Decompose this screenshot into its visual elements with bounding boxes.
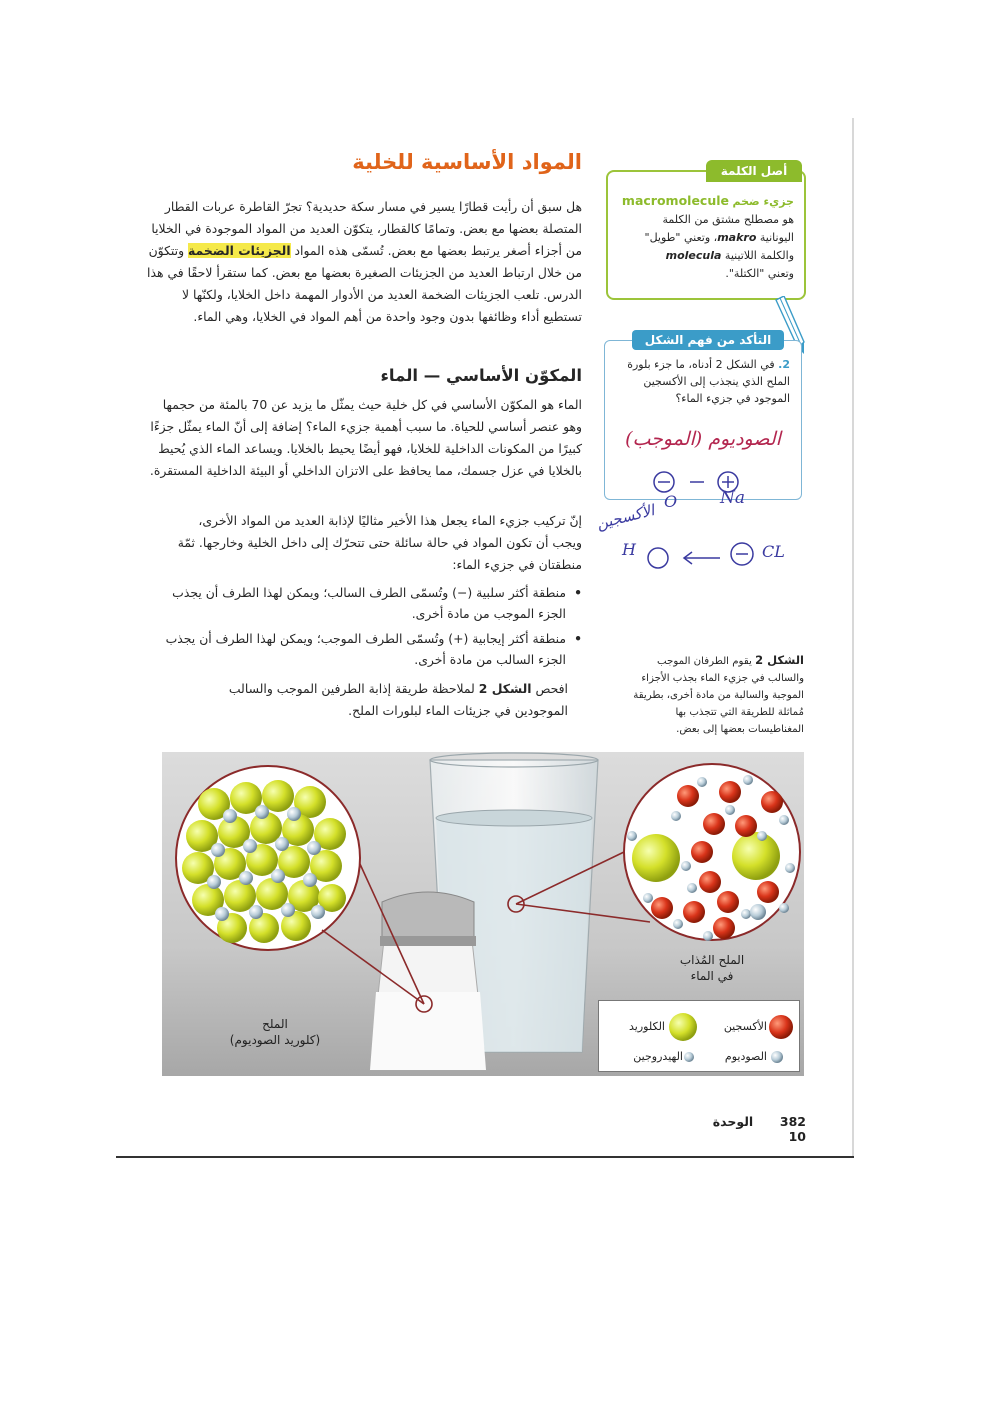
figure-legend bbox=[598, 1000, 800, 1072]
bullet-dot: • bbox=[574, 585, 582, 600]
figure-caption bbox=[620, 652, 804, 738]
figure-check-question bbox=[612, 356, 790, 407]
word-origin-line-4: وتعني "الكتلة". bbox=[725, 267, 794, 280]
dissolved-label-line-1: الملح المُذاب bbox=[679, 953, 745, 967]
salt-label-line-2: (كلوريد الصوديوم) bbox=[229, 1033, 321, 1047]
word-molecula: molecula bbox=[665, 249, 722, 262]
word-origin-term-line bbox=[612, 192, 794, 211]
word-origin-tab: أصل الكلمة bbox=[706, 160, 802, 182]
bullet-positive-text: منطقة أكثر إيجابية (+) وتُسمّى الطرف الموجب؛ ويمكن لهذا الطرف أن يجذب الجزء السالب من مادة أخرى. bbox=[165, 631, 566, 667]
word-origin-latin: والكلمة اللاتينية bbox=[724, 249, 794, 262]
word-origin-line-2 bbox=[612, 229, 794, 247]
legend-swatches bbox=[599, 1001, 799, 1071]
figure-caption-label: الشكل 2 bbox=[755, 653, 804, 667]
water-paragraph-1: الماء هو المكوّن الأساسي في كل خلية حيث يمثّل ما يزيد عن 70 بالمئة من حجمها وهو عنصر أساسي للحياة. ما سبب أهمية جزيء الماء؟ إضافة إلى أنّ الماء يمثّل جزءًا كبيرًا من المكونات الداخلية للخلايا، فهو أيضًا يحيط بالخلايا. ويساعد الماء الذي يُحيط بالخلايا في عزل جسمك، مما يحافظ على الاتزان الداخلي أو البيئة الداخلية المستقرة. bbox=[149, 397, 582, 478]
bullet-positive bbox=[156, 628, 582, 670]
unit-label: الوحدة 10 bbox=[712, 1114, 806, 1144]
bullet-negative bbox=[156, 582, 582, 624]
page-edge bbox=[852, 118, 854, 1158]
legend-sodium: الصوديوم bbox=[724, 1050, 767, 1063]
intro-text-2-post: وتتكوّن من خلال ارتباط العديد من الجزيئات الصغيرة بعضها مع بعض. كما ستقرأ لاحقًا في هذا الدرس. تلعب الجزيئات الضخمة العديد من الأدوار المهمة داخل الخلايا، ولكنّها لا تستطيع أداء وظائفها بدون وجود واحدة من أهم المواد في الخلايا، وهي الماء. bbox=[147, 243, 582, 324]
intro-text-1: هل سبق أن رأيت قطارًا يسير في مسار سكة حديدية؟ تجرّ القاطرة عربات القطار المتصلة بعضها مع بعض. وتمامًا كالقطار، يتكوّن العديد من المواد الموجودة في الخلايا من أجزاء أصغر يرتبط بعضها مع بعض. bbox=[151, 199, 582, 258]
salt-label-line-1: الملح bbox=[262, 1017, 288, 1031]
word-origin-term-ar: جزيء ضخم bbox=[732, 195, 794, 208]
word-origin-line-3 bbox=[612, 247, 794, 265]
word-origin-long: ، وتعني "طويل" bbox=[644, 231, 718, 244]
hw-hydrogen-symbol: H bbox=[622, 540, 636, 559]
salt-label bbox=[200, 1016, 350, 1048]
intro-text-2-pre: تُسمّى هذه المواد bbox=[294, 243, 384, 258]
page-number: 382 bbox=[779, 1114, 806, 1129]
dissolved-label-line-2: في الماء bbox=[690, 969, 734, 983]
bullet-negative-text: منطقة أكثر سلبية (−) وتُسمّى الطرف السالب؛ ويمكن لهذا الطرف أن يجذب الجزء الموجب من مادة أخرى. bbox=[172, 585, 566, 621]
page-title: المواد الأساسية للخلية bbox=[352, 150, 582, 174]
hw-sodium-symbol: Na bbox=[720, 488, 746, 508]
examine-text: افحص bbox=[535, 681, 568, 696]
footer-rule bbox=[116, 1156, 854, 1158]
word-origin-greek: اليونانية bbox=[759, 231, 794, 244]
water-paragraph-3 bbox=[176, 678, 568, 722]
word-makro: makro bbox=[717, 231, 757, 244]
legend-hydrogen: الهيدروجين bbox=[633, 1050, 683, 1063]
figure-caption-text: يقوم الطرفان الموجب والسالب في جزيء الماء بجذب الأجزاء الموجبة والسالبة من مادة أخرى، بطريقة مُماثلة للطريقة التي تتجذب بها المغناطيسات بعضها إلى بعض. bbox=[633, 656, 804, 735]
word-origin-text bbox=[612, 192, 794, 283]
hw-chloride-symbol: CL bbox=[762, 542, 785, 561]
hw-oxygen-letter: O bbox=[664, 492, 678, 511]
bullet-dot: • bbox=[574, 631, 582, 646]
word-origin-line-1: هو مصطلح مشتق من الكلمة bbox=[662, 213, 794, 226]
legend-chloride: الكلوريد bbox=[629, 1020, 665, 1033]
dissolved-salt-label bbox=[666, 952, 758, 984]
handwritten-answer: الصوديوم (الموجب) bbox=[625, 428, 781, 450]
legend-oxygen: الأكسجين bbox=[723, 1020, 767, 1033]
hw-oxygen-word: الأكسجين bbox=[594, 501, 657, 533]
page-footer bbox=[696, 1114, 806, 1144]
figure-reference: الشكل 2 bbox=[478, 681, 532, 696]
water-paragraph-2: إنّ تركيب جزيء الماء يجعل هذا الأخير مثاليًا لإذابة العديد من المواد الأخرى، ويجب أن تكون المواد في حالة سائلة حتى تتحرّك إلى داخل الخلية وخارجها. ثمّة منطقتان في جزيء الماء: bbox=[177, 513, 582, 572]
word-origin-term-en: macromolecule bbox=[621, 193, 729, 208]
examine-text-post: لملاحظة طريقة إذابة الطرفين الموجب والسالب الموجودين في جزيئات الماء لبلورات الملح. bbox=[228, 681, 568, 718]
figure-check-tab: التأكد من فهم الشكل bbox=[632, 330, 784, 350]
intro-paragraph bbox=[146, 196, 582, 328]
question-text: في الشكل 2 أدناه، ما جزء بلورة الملح الذي ينجذب إلى الأكسجين الموجود في جزيء الماء؟ bbox=[627, 358, 790, 405]
macromolecule-term: الجزيئات الضخمة bbox=[188, 243, 291, 258]
water-heading: المكوّن الأساسي — الماء bbox=[380, 366, 582, 385]
question-number: 2. bbox=[778, 358, 790, 371]
